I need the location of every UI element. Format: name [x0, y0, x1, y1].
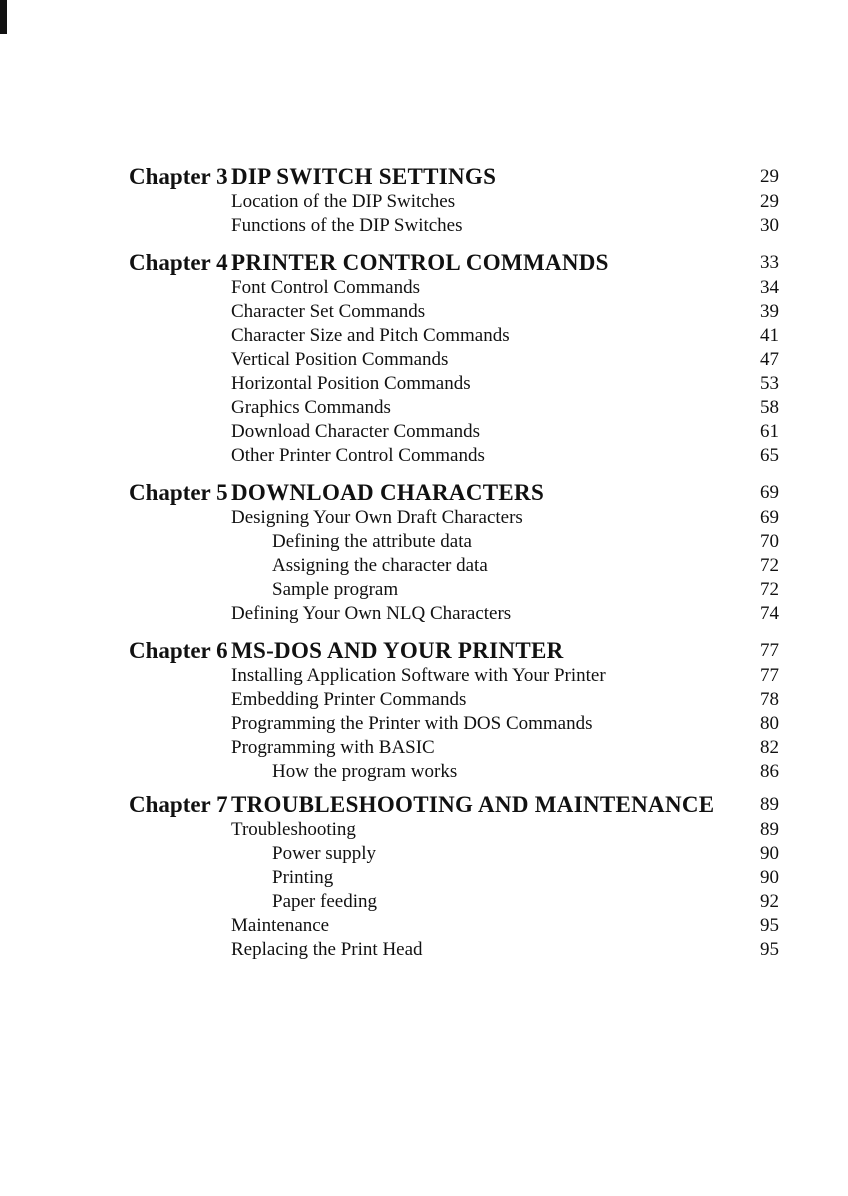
toc-section-row: [0, 687, 848, 713]
chapter-title: DOWNLOAD CHARACTERS: [231, 480, 545, 505]
toc-subsection-row: [0, 841, 848, 867]
toc-section-row: [0, 323, 848, 349]
subsection-title: How the program works: [272, 761, 458, 782]
section-title: Character Set Commands: [231, 301, 426, 322]
toc-section-row: [0, 817, 848, 843]
chapter-title: PRINTER CONTROL COMMANDS: [231, 250, 609, 275]
chapter-heading-row: [0, 792, 848, 818]
toc-subsection-row: [0, 865, 848, 891]
section-title: Defining Your Own NLQ Characters: [231, 603, 512, 624]
entry-page-number: 86: [760, 761, 779, 782]
toc-subsection-row: [0, 577, 848, 603]
chapter-heading-row: [0, 250, 848, 276]
toc-subsection-row: [0, 529, 848, 555]
toc-section-row: [0, 371, 848, 397]
entry-page-number: 78: [760, 689, 779, 710]
chapter-label: Chapter 7: [129, 792, 228, 817]
section-title: Horizontal Position Commands: [231, 373, 471, 394]
entry-page-number: 80: [760, 713, 779, 734]
entry-page-number: 65: [760, 445, 779, 466]
section-title: Functions of the DIP Switches: [231, 215, 463, 236]
section-title: Troubleshooting: [231, 819, 356, 840]
toc-section-row: [0, 299, 848, 325]
toc-section-row: [0, 395, 848, 421]
entry-page-number: 53: [760, 373, 779, 394]
section-title: Vertical Position Commands: [231, 349, 449, 370]
section-title: Embedding Printer Commands: [231, 689, 467, 710]
chapter-title: TROUBLESHOOTING AND MAINTENANCE: [231, 792, 715, 817]
section-title: Other Printer Control Commands: [231, 445, 485, 466]
entry-page-number: 47: [760, 349, 779, 370]
toc-section-row: [0, 735, 848, 761]
entry-page-number: 72: [760, 579, 779, 600]
toc-section-row: [0, 601, 848, 627]
entry-page-number: 82: [760, 737, 779, 758]
entry-page-number: 72: [760, 555, 779, 576]
subsection-title: Sample program: [272, 579, 399, 600]
entry-page-number: 39: [760, 301, 779, 322]
toc-section-row: [0, 213, 848, 239]
toc-section-row: [0, 505, 848, 531]
chapter-label: Chapter 3: [129, 164, 228, 189]
subsection-title: Assigning the character data: [272, 555, 488, 576]
chapter-label: Chapter 5: [129, 480, 228, 505]
chapter-page-number: 77: [760, 640, 779, 661]
chapter-heading-row: [0, 638, 848, 664]
toc-section-row: [0, 347, 848, 373]
chapter-title: MS-DOS AND YOUR PRINTER: [231, 638, 564, 663]
entry-page-number: 74: [760, 603, 779, 624]
toc-section-row: [0, 913, 848, 939]
toc-section-row: [0, 189, 848, 215]
toc-subsection-row: [0, 889, 848, 915]
toc-section-row: [0, 275, 848, 301]
entry-page-number: 95: [760, 939, 779, 960]
entry-page-number: 41: [760, 325, 779, 346]
toc-section-row: [0, 663, 848, 689]
toc-subsection-row: [0, 553, 848, 579]
entry-page-number: 34: [760, 277, 779, 298]
entry-page-number: 61: [760, 421, 779, 442]
entry-page-number: 30: [760, 215, 779, 236]
entry-page-number: 29: [760, 191, 779, 212]
section-title: Graphics Commands: [231, 397, 391, 418]
chapter-page-number: 89: [760, 794, 779, 815]
chapter-page-number: 33: [760, 252, 779, 273]
section-title: Programming the Printer with DOS Commands: [231, 713, 593, 734]
section-title: Download Character Commands: [231, 421, 481, 442]
subsection-title: Paper feeding: [272, 891, 377, 912]
section-title: Maintenance: [231, 915, 330, 936]
subsection-title: Printing: [272, 867, 334, 888]
section-title: Programming with BASIC: [231, 737, 435, 758]
entry-page-number: 90: [760, 843, 779, 864]
chapter-heading-row: [0, 164, 848, 190]
section-title: Character Size and Pitch Commands: [231, 325, 510, 346]
entry-page-number: 70: [760, 531, 779, 552]
section-title: Installing Application Software with Your Printer: [231, 665, 606, 686]
entry-page-number: 58: [760, 397, 779, 418]
entry-page-number: 89: [760, 819, 779, 840]
entry-page-number: 69: [760, 507, 779, 528]
section-title: Designing Your Own Draft Characters: [231, 507, 523, 528]
chapter-page-number: 29: [760, 166, 779, 187]
chapter-page-number: 69: [760, 482, 779, 503]
subsection-title: Defining the attribute data: [272, 531, 472, 552]
toc-section-row: [0, 937, 848, 963]
section-title: Replacing the Print Head: [231, 939, 423, 960]
toc-subsection-row: [0, 759, 848, 785]
entry-page-number: 90: [760, 867, 779, 888]
entry-page-number: 95: [760, 915, 779, 936]
chapter-heading-row: [0, 480, 848, 506]
toc-section-row: [0, 711, 848, 737]
toc-section-row: [0, 419, 848, 445]
subsection-title: Power supply: [272, 843, 376, 864]
chapter-label: Chapter 6: [129, 638, 228, 663]
entry-page-number: 77: [760, 665, 779, 686]
section-title: Font Control Commands: [231, 277, 420, 298]
section-title: Location of the DIP Switches: [231, 191, 456, 212]
chapter-label: Chapter 4: [129, 250, 228, 275]
chapter-title: DIP SWITCH SETTINGS: [231, 164, 497, 189]
toc-section-row: [0, 443, 848, 469]
entry-page-number: 92: [760, 891, 779, 912]
